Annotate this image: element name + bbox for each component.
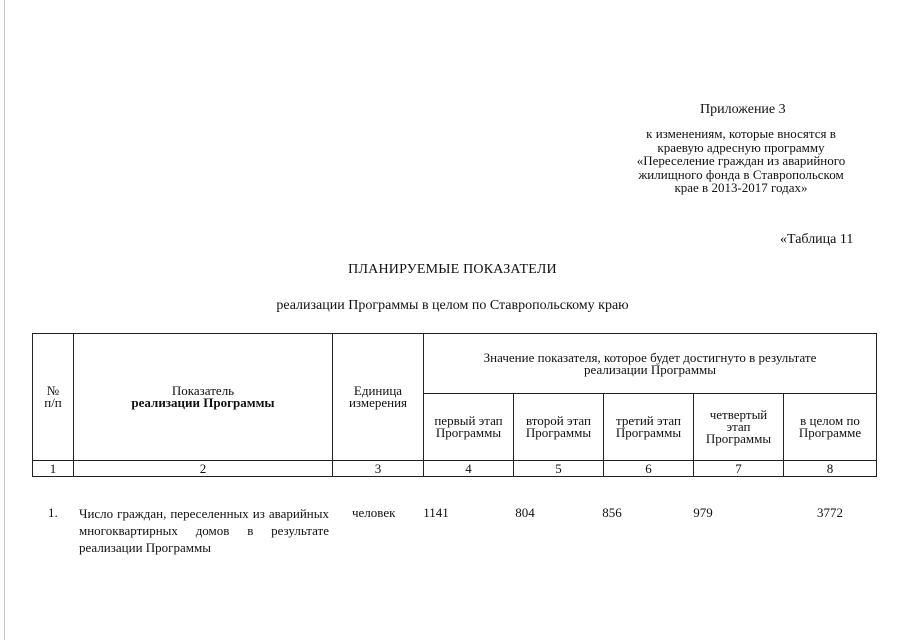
column-number: 2 [74, 461, 333, 477]
row-value-total: 3772 [817, 505, 843, 520]
row-value-stage-3: 856 [602, 505, 622, 520]
scan-left-edge [4, 0, 5, 640]
indicators-table [32, 333, 877, 477]
column-number: 8 [784, 461, 877, 477]
header-value-group: Значение показателя, которое будет достигнуто в результате реализации Программы [424, 334, 877, 394]
row-number: 1. [48, 505, 58, 520]
header-stage-3: третий этап Программы [604, 394, 694, 461]
row-value-stage-1: 1141 [423, 505, 449, 520]
document-subtitle: реализации Программы в целом по Ставропольскому краю [276, 298, 629, 313]
annex-line: крае в 2013-2017 годах» [674, 180, 808, 195]
header-unit: Единица измерения [333, 334, 424, 461]
header-stage-1: первый этап Программы [424, 394, 514, 461]
annex-line: «Переселение граждан из аварийного [636, 153, 846, 168]
column-number: 5 [514, 461, 604, 477]
header-stage-2: второй этап Программы [514, 394, 604, 461]
annex-title: Приложение 3 [700, 102, 786, 117]
annex-line: краевую адресную программу [657, 139, 825, 155]
row-value-stage-2: 804 [515, 505, 535, 520]
header-stage-total: в целом по Программе [784, 394, 877, 461]
column-number: 6 [604, 461, 694, 477]
column-number: 7 [694, 461, 784, 477]
annex-description [610, 127, 872, 195]
document-title: ПЛАНИРУЕМЫЕ ПОКАЗАТЕЛИ [348, 262, 557, 277]
annex-line: к изменениям, которые вносятся в [646, 126, 836, 141]
row-unit: человек [352, 505, 396, 520]
row-value-stage-4: 979 [693, 505, 713, 520]
header-num: № п/п [33, 334, 74, 461]
column-number: 3 [333, 461, 424, 477]
column-number: 1 [33, 461, 74, 477]
row-indicator: Число граждан, переселенных из аварийных многоквартирных домов в результате реализации Программы [79, 506, 329, 555]
header-stage-4: четвертый этап Программы [694, 394, 784, 461]
table-reference: «Таблица 11 [780, 232, 854, 247]
header-indicator: Показатель реализации Программы [74, 334, 333, 461]
column-number: 4 [424, 461, 514, 477]
annex-line: жилищного фонда в Ставропольском [638, 166, 844, 182]
